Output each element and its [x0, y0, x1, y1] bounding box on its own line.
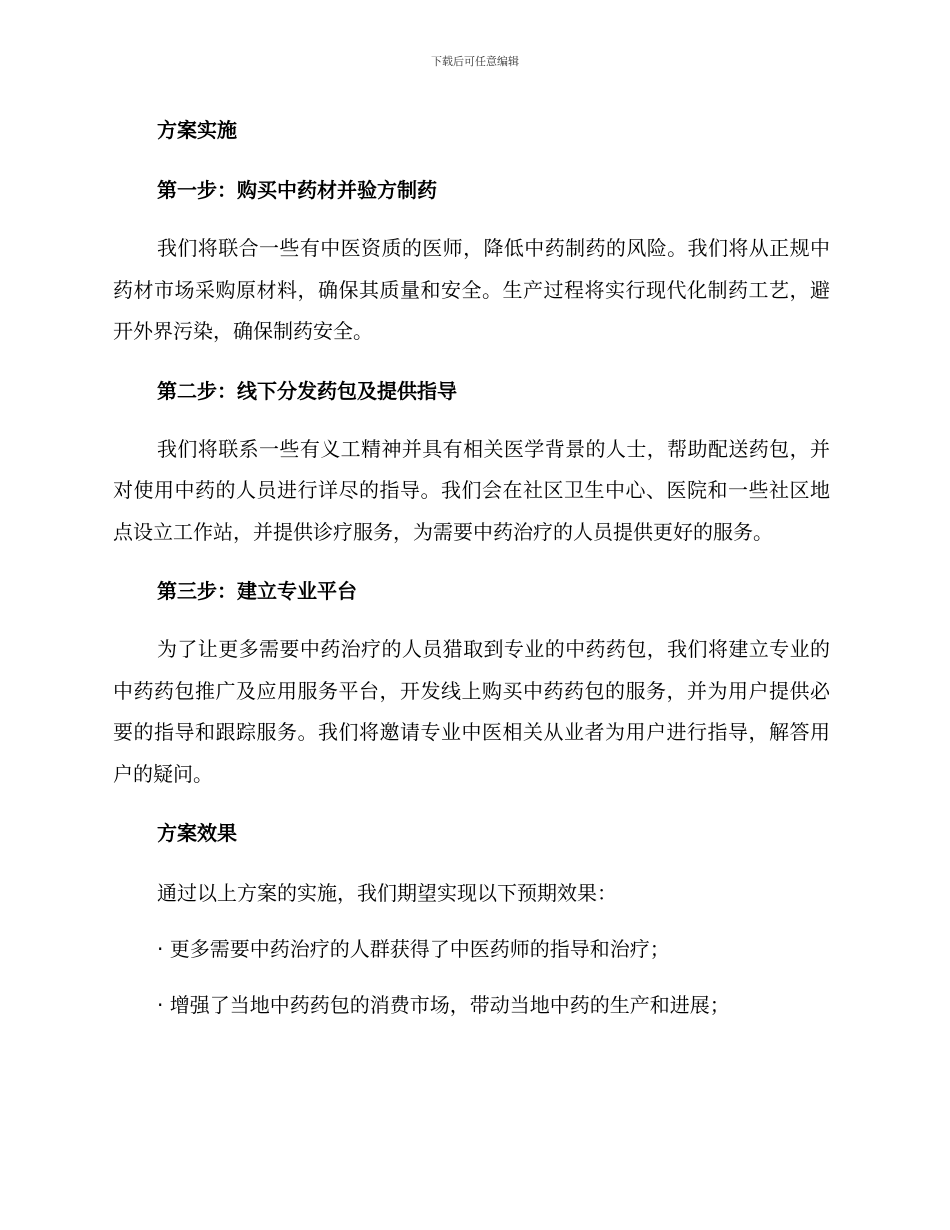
page-header-note: 下载后可任意编辑 — [431, 55, 519, 68]
effect-bullet-2: · 增强了当地中药药包的消费市场，带动当地中药的生产和进展； — [157, 993, 730, 1017]
document-body — [113, 108, 830, 1039]
step1-paragraph: 我们将联合一些有中医资质的医师，降低中药制药的风险。我们将从正规中药材市场采购原材料，确保其质量和安全。生产过程将实行现代化制药工艺，避开外界污染，确保制药安全。 — [113, 236, 830, 343]
section-title-implementation: 方案实施 — [157, 118, 237, 142]
step2-title: 第二步：线下分发药包及提供指导 — [157, 378, 457, 403]
section-title-effects: 方案效果 — [157, 821, 237, 845]
step3-paragraph: 为了让更多需要中药治疗的人员猎取到专业的中药药包，我们将建立专业的中药药包推广及应用服务平台，开发线上购买中药药包的服务，并为用户提供必要的指导和跟踪服务。我们将邀请专业中医相关从业者为用户进行指导，解答用户的疑问。 — [113, 637, 830, 786]
step2-paragraph: 我们将联系一些有义工精神并具有相关医学背景的人士，帮助配送药包，并对使用中药的人员进行详尽的指导。我们会在社区卫生中心、医院和一些社区地点设立工作站，并提供诊疗服务，为需要中药治疗的人员提供更好的服务。 — [113, 436, 830, 544]
effect-bullet-1: · 更多需要中药治疗的人群获得了中医药师的指导和治疗； — [157, 937, 670, 961]
step1-title: 第一步：购买中药材并验方制药 — [157, 178, 437, 202]
step3-title: 第三步：建立专业平台 — [157, 579, 357, 603]
effects-intro: 通过以上方案的实施，我们期望实现以下预期效果： — [157, 881, 617, 905]
